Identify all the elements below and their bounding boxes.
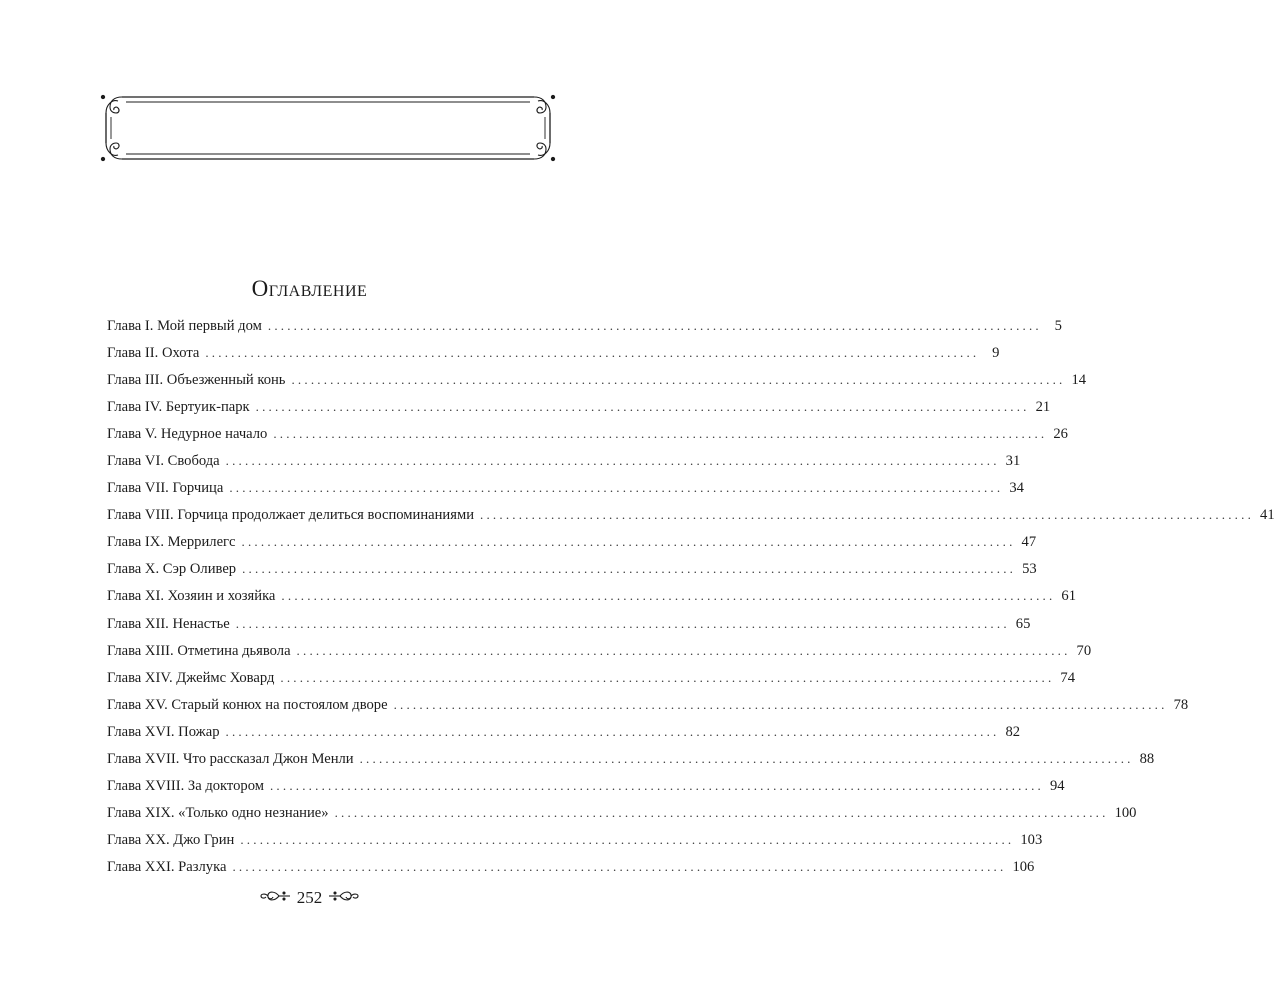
toc-entry-title: Глава X. Сэр Оливер <box>107 561 237 578</box>
toc-entry-page: 47 <box>1021 534 1037 551</box>
toc-entry <box>107 474 1024 501</box>
toc-entry <box>107 691 1189 718</box>
toc-entry <box>107 582 1077 609</box>
toc-entry <box>107 555 1037 582</box>
dot-leader: ........................................................................................................................ <box>242 561 1017 577</box>
dot-leader: ........................................................................................................................ <box>232 858 1007 874</box>
dot-leader: ........................................................................................................................ <box>205 345 980 361</box>
dot-leader: ........................................................................................................................ <box>280 669 1055 685</box>
toc-entry-page: 106 <box>1012 858 1035 875</box>
toc-entry-page: 100 <box>1114 804 1137 821</box>
page-number: 252 <box>296 888 323 907</box>
toc-entry-title: Глава XVIII. За доктором <box>107 777 264 794</box>
dot-leader: ........................................................................................................................ <box>393 696 1168 712</box>
dot-leader: ........................................................................................................................ <box>480 507 1255 523</box>
table-of-contents <box>107 312 1275 880</box>
toc-entry-title: Глава II. Охота <box>107 345 200 362</box>
toc-entry <box>107 610 1031 637</box>
toc-entry <box>107 664 1075 691</box>
page-title: Оглавление <box>251 276 368 301</box>
toc-entry-page: 88 <box>1139 750 1155 767</box>
toc-entry-title: Глава III. Объезженный конь <box>107 372 286 389</box>
dot-leader: ........................................................................................................................ <box>296 642 1071 658</box>
toc-entry-title: Глава XV. Старый конюх на постоялом дворе <box>107 696 388 713</box>
toc-entry-title: Глава XVI. Пожар <box>107 723 220 740</box>
dot-leader: ........................................................................................................................ <box>334 804 1109 820</box>
dot-leader: ........................................................................................................................ <box>273 426 1048 442</box>
toc-entry <box>107 718 1021 745</box>
toc-entry <box>107 853 1035 880</box>
toc-entry-title: Глава XIII. Отметина дьявола <box>107 642 291 659</box>
toc-entry-page: 53 <box>1022 561 1037 578</box>
toc-entry-title: Глава XIV. Джеймс Ховард <box>107 669 275 686</box>
toc-entry-page: 74 <box>1060 669 1075 686</box>
toc-entry-title: Глава XIX. «Только одно незнание» <box>107 804 329 821</box>
toc-entry-page: 94 <box>1049 777 1065 794</box>
toc-entry-title: Глава VI. Свобода <box>107 453 220 470</box>
toc-entry-page: 61 <box>1061 588 1077 605</box>
toc-entry-page: 31 <box>1005 453 1021 470</box>
toc-entry-title: Глава I. Мой первый дом <box>107 318 262 334</box>
toc-entry-page: 34 <box>1009 480 1024 497</box>
dot-leader: ........................................................................................................................ <box>225 453 1000 469</box>
dot-leader: ........................................................................................................................ <box>255 399 1030 415</box>
toc-entry-page: 70 <box>1076 642 1092 659</box>
toc-entry-page: 26 <box>1053 426 1068 443</box>
toc-entry-page: 21 <box>1035 399 1051 416</box>
dot-leader: ........................................................................................................................ <box>359 750 1134 766</box>
toc-entry-page: 78 <box>1173 696 1189 713</box>
dot-leader: ........................................................................................................................ <box>281 588 1056 604</box>
toc-entry-title: Глава IX. Меррилегс <box>107 534 236 551</box>
toc-entry-page: 14 <box>1071 372 1087 389</box>
toc-entry <box>107 447 1021 474</box>
toc-entry-page: 65 <box>1015 615 1031 632</box>
toc-entry-title: Глава XXI. Разлука <box>107 858 227 875</box>
toc-entry <box>107 312 1062 339</box>
toc-entry <box>107 799 1137 826</box>
page-footer <box>0 888 619 908</box>
toc-entry <box>107 745 1155 772</box>
toc-entry-title: Глава VII. Горчица <box>107 480 224 497</box>
toc-entry <box>107 339 1000 366</box>
dot-leader: ........................................................................................................................ <box>267 318 1042 333</box>
toc-entry <box>107 772 1065 799</box>
toc-entry-page: 9 <box>992 345 1000 362</box>
toc-entry-title: Глава XII. Ненастье <box>107 615 230 632</box>
dot-leader: ........................................................................................................................ <box>291 372 1066 388</box>
toc-entry <box>107 528 1037 555</box>
dot-leader: ........................................................................................................................ <box>269 777 1044 793</box>
dot-leader: ........................................................................................................................ <box>235 615 1010 631</box>
toc-entry <box>107 393 1051 420</box>
toc-entry-title: Глава V. Недурное начало <box>107 426 268 443</box>
toc-entry-title: Глава XI. Хозяин и хозяйка <box>107 588 276 605</box>
dot-leader: ........................................................................................................................ <box>225 723 1000 739</box>
dot-leader: ........................................................................................................................ <box>241 534 1016 550</box>
toc-entry <box>107 501 1275 528</box>
toc-entry <box>107 826 1043 853</box>
toc-entry-page: 82 <box>1005 723 1021 740</box>
toc-entry-page: 41 <box>1260 507 1275 524</box>
toc-entry-title: Глава IV. Бертуик-парк <box>107 399 250 416</box>
left-flourish-icon <box>259 889 291 908</box>
ornamental-frame-icon <box>100 91 556 165</box>
toc-entry-page: 103 <box>1020 831 1043 848</box>
toc-entry-title: Глава VIII. Горчица продолжает делиться воспоминаниями <box>107 507 475 524</box>
toc-entry <box>107 637 1092 664</box>
toc-entry-page: 5 <box>1054 318 1062 334</box>
dot-leader: ........................................................................................................................ <box>240 831 1015 847</box>
toc-entry-title: Глава XX. Джо Грин <box>107 831 235 848</box>
toc-entry-title: Глава XVII. Что рассказал Джон Менли <box>107 750 354 767</box>
toc-entry <box>107 420 1068 447</box>
dot-leader: ........................................................................................................................ <box>229 480 1004 496</box>
toc-entry <box>107 366 1087 393</box>
right-flourish-icon <box>328 889 360 908</box>
